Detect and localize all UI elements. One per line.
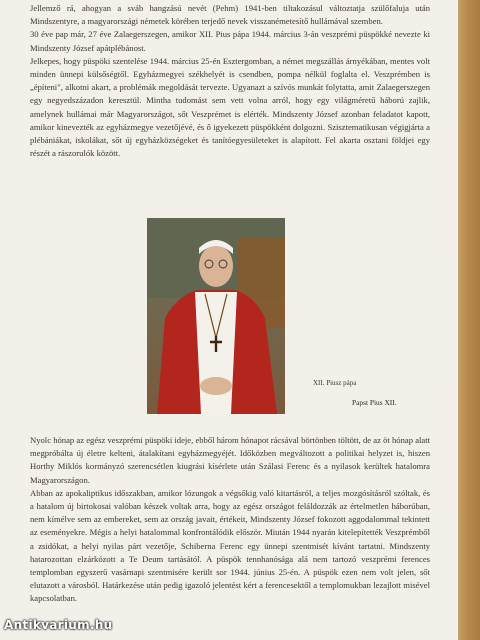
pope-portrait-illustration (147, 218, 285, 414)
book-spine-edge (458, 0, 480, 640)
paragraph-appointment: 30 éve pap már, 27 éve Zalaegerszegen, amikor XII. Pius pápa 1944. március 3-án veszprémi püspökké nevezte ki Mindszenty József apátplébánost. (30, 29, 430, 53)
photo-caption-main: Papst Pius XII. (352, 398, 397, 407)
top-text-block (30, 2, 430, 160)
watermark-logo: Antikvarium.hu (4, 618, 113, 632)
paragraph-name-change: Jellemző rá, ahogyan a sváb hangzású nevét (Pehm) 1941-ben tiltakozásul változtatja szülőfaluja után Mindszentyre, a magyarországi németek körében terjedő nevek visszanémetesítő hullámával szemben. (30, 3, 430, 27)
photo-caption-small: XII. Piusz pápa (313, 379, 357, 387)
paragraph-eight-months: Nyolc hónap az egész veszprémi püspöki ideje, ebből három hónapot rácsával börtönben töltött, de az öt hónap alatt megpróbálta új életre kelteni, átalakítani egyházmegyéjét. Időközben megváltozott a politikai helyzet is, hiszen Horthy Miklós kormányzó szerencsétlen kiugrási kísérlete után Szálasi Ferenc és a nyilasok kerültek hatalomra Magyarországon. (30, 435, 430, 485)
folded-hands (200, 377, 232, 395)
bottom-text-block (30, 434, 430, 606)
white-cassock (195, 292, 237, 414)
paragraph-apocalyptic-period: Abban az apokaliptikus időszakban, amikor lózungok a végsőkig való kitartásról, a teljes mozgósításról szóltak, és a hatalom új birtokosai valóban készek voltak arra, hogy az egész országot feláldozzák az értelmetlen háborúban, nem kímélve sem az embereket, sem az ország javait, értékeit, Mindszenty József fokozott aggodalommal tekintett az eseményekre. Mégis a helyi hatalommal konfrontálódik először. Miután 1944 nyarán kitelepítették Veszprémből a zsidókat, a helyi nyilas párt vezetője, Schiberna Ferenc egy ünnepi szentmisét kívánt tartatni. Mindszenty hatarozottan elzárkózott a Te Deum tartásától. A püspök tennhanósága alá nem tartozó veszprémi ferences templomban egyszerű vasárnapi szentmisére került sor 1944. június 25-én. A püspök ezen nem volt jelen, sőt elutazott a városból. Határkezése után pedig igazoló jelentést kért a ferencesektől a templomukban lezajlott misével kapcsolatban. (30, 487, 430, 604)
paragraph-consecration: Jelkepes, hogy püspöki szentelése 1944. március 25-én Esztergomban, a német megszállás árnyékában, mentes volt minden ünnepi külsőségtől. Egyházmegyei székhelyét is csendben, pompa nélkül foglalta el. Veszprémben is „építeni", alkotni akart, a problémák megoldását tervezte. Ugyanazt a szívós munkát folytatta, amit Zalaegerszegen egy negyedszázadon keresztül. Mintha tudomást sem vett volna arról, hogy egy világméretű háború zajlik, amelynek hullámai már Magyarországot, sőt Veszprémet is elérték. Mindszenty József azonban feladatot kapott, amikor kinevezték az egyházmegye vezetőjévé, és ő igyekezett püspökként dolgozni. Szisztematikusan végigjárta a plébániákat, iskolákat, sőt új egyházközségeket és tanítóegyesületeket is alapított. Fel akarta osztani földjei egy részét a rászorulók között. (30, 55, 430, 159)
pope-portrait-photo (147, 218, 285, 414)
face (199, 245, 233, 287)
